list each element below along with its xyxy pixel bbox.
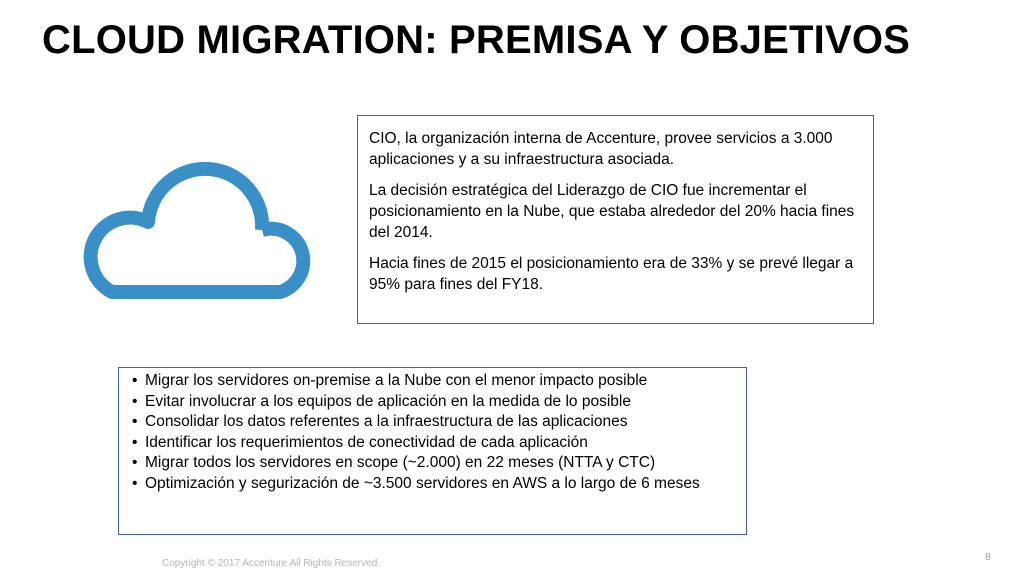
objective-item: • Consolidar los datos referentes a la infraestructura de las aplicaciones [132,412,706,433]
objective-item: • Optimización y segurización de ~3.500 servidores en AWS a lo largo de 6 meses [132,474,706,495]
page-number: 8 [985,552,991,563]
objective-item: • Identificar los requerimientos de conectividad de cada aplicación [132,433,706,454]
premise-paragraph: La decisión estratégica del Liderazgo de CIO fue incrementar el posicionamiento en la Nube, que estaba alrededor del 20% hacia fines del 2014. [369,182,855,241]
cloud-icon [74,134,324,304]
objectives-box [118,367,747,535]
copyright-footer: Copyright © 2017 Accenture All Rights Reserved. [162,558,381,569]
objectives-list [132,371,706,494]
premise-box [357,115,874,324]
objective-item: • Migrar los servidores on-premise a la Nube con el menor impacto posible [132,371,706,392]
slide-title: CLOUD MIGRATION: PREMISA Y OBJETIVOS [42,18,911,62]
premise-paragraph: Hacia fines de 2015 el posicionamiento era de 33% y se prevé llegar a 95% para fines del FY18. [369,255,854,293]
objective-item: • Evitar involucrar a los equipos de aplicación en la medida de lo posible [132,392,706,413]
premise-paragraph: CIO, la organización interna de Accenture, provee servicios a 3.000 aplicaciones y a su infraestructura asociada. [369,130,833,168]
objective-item: • Migrar todos los servidores en scope (~2.000) en 22 meses (NTTA y CTC) [132,453,706,474]
